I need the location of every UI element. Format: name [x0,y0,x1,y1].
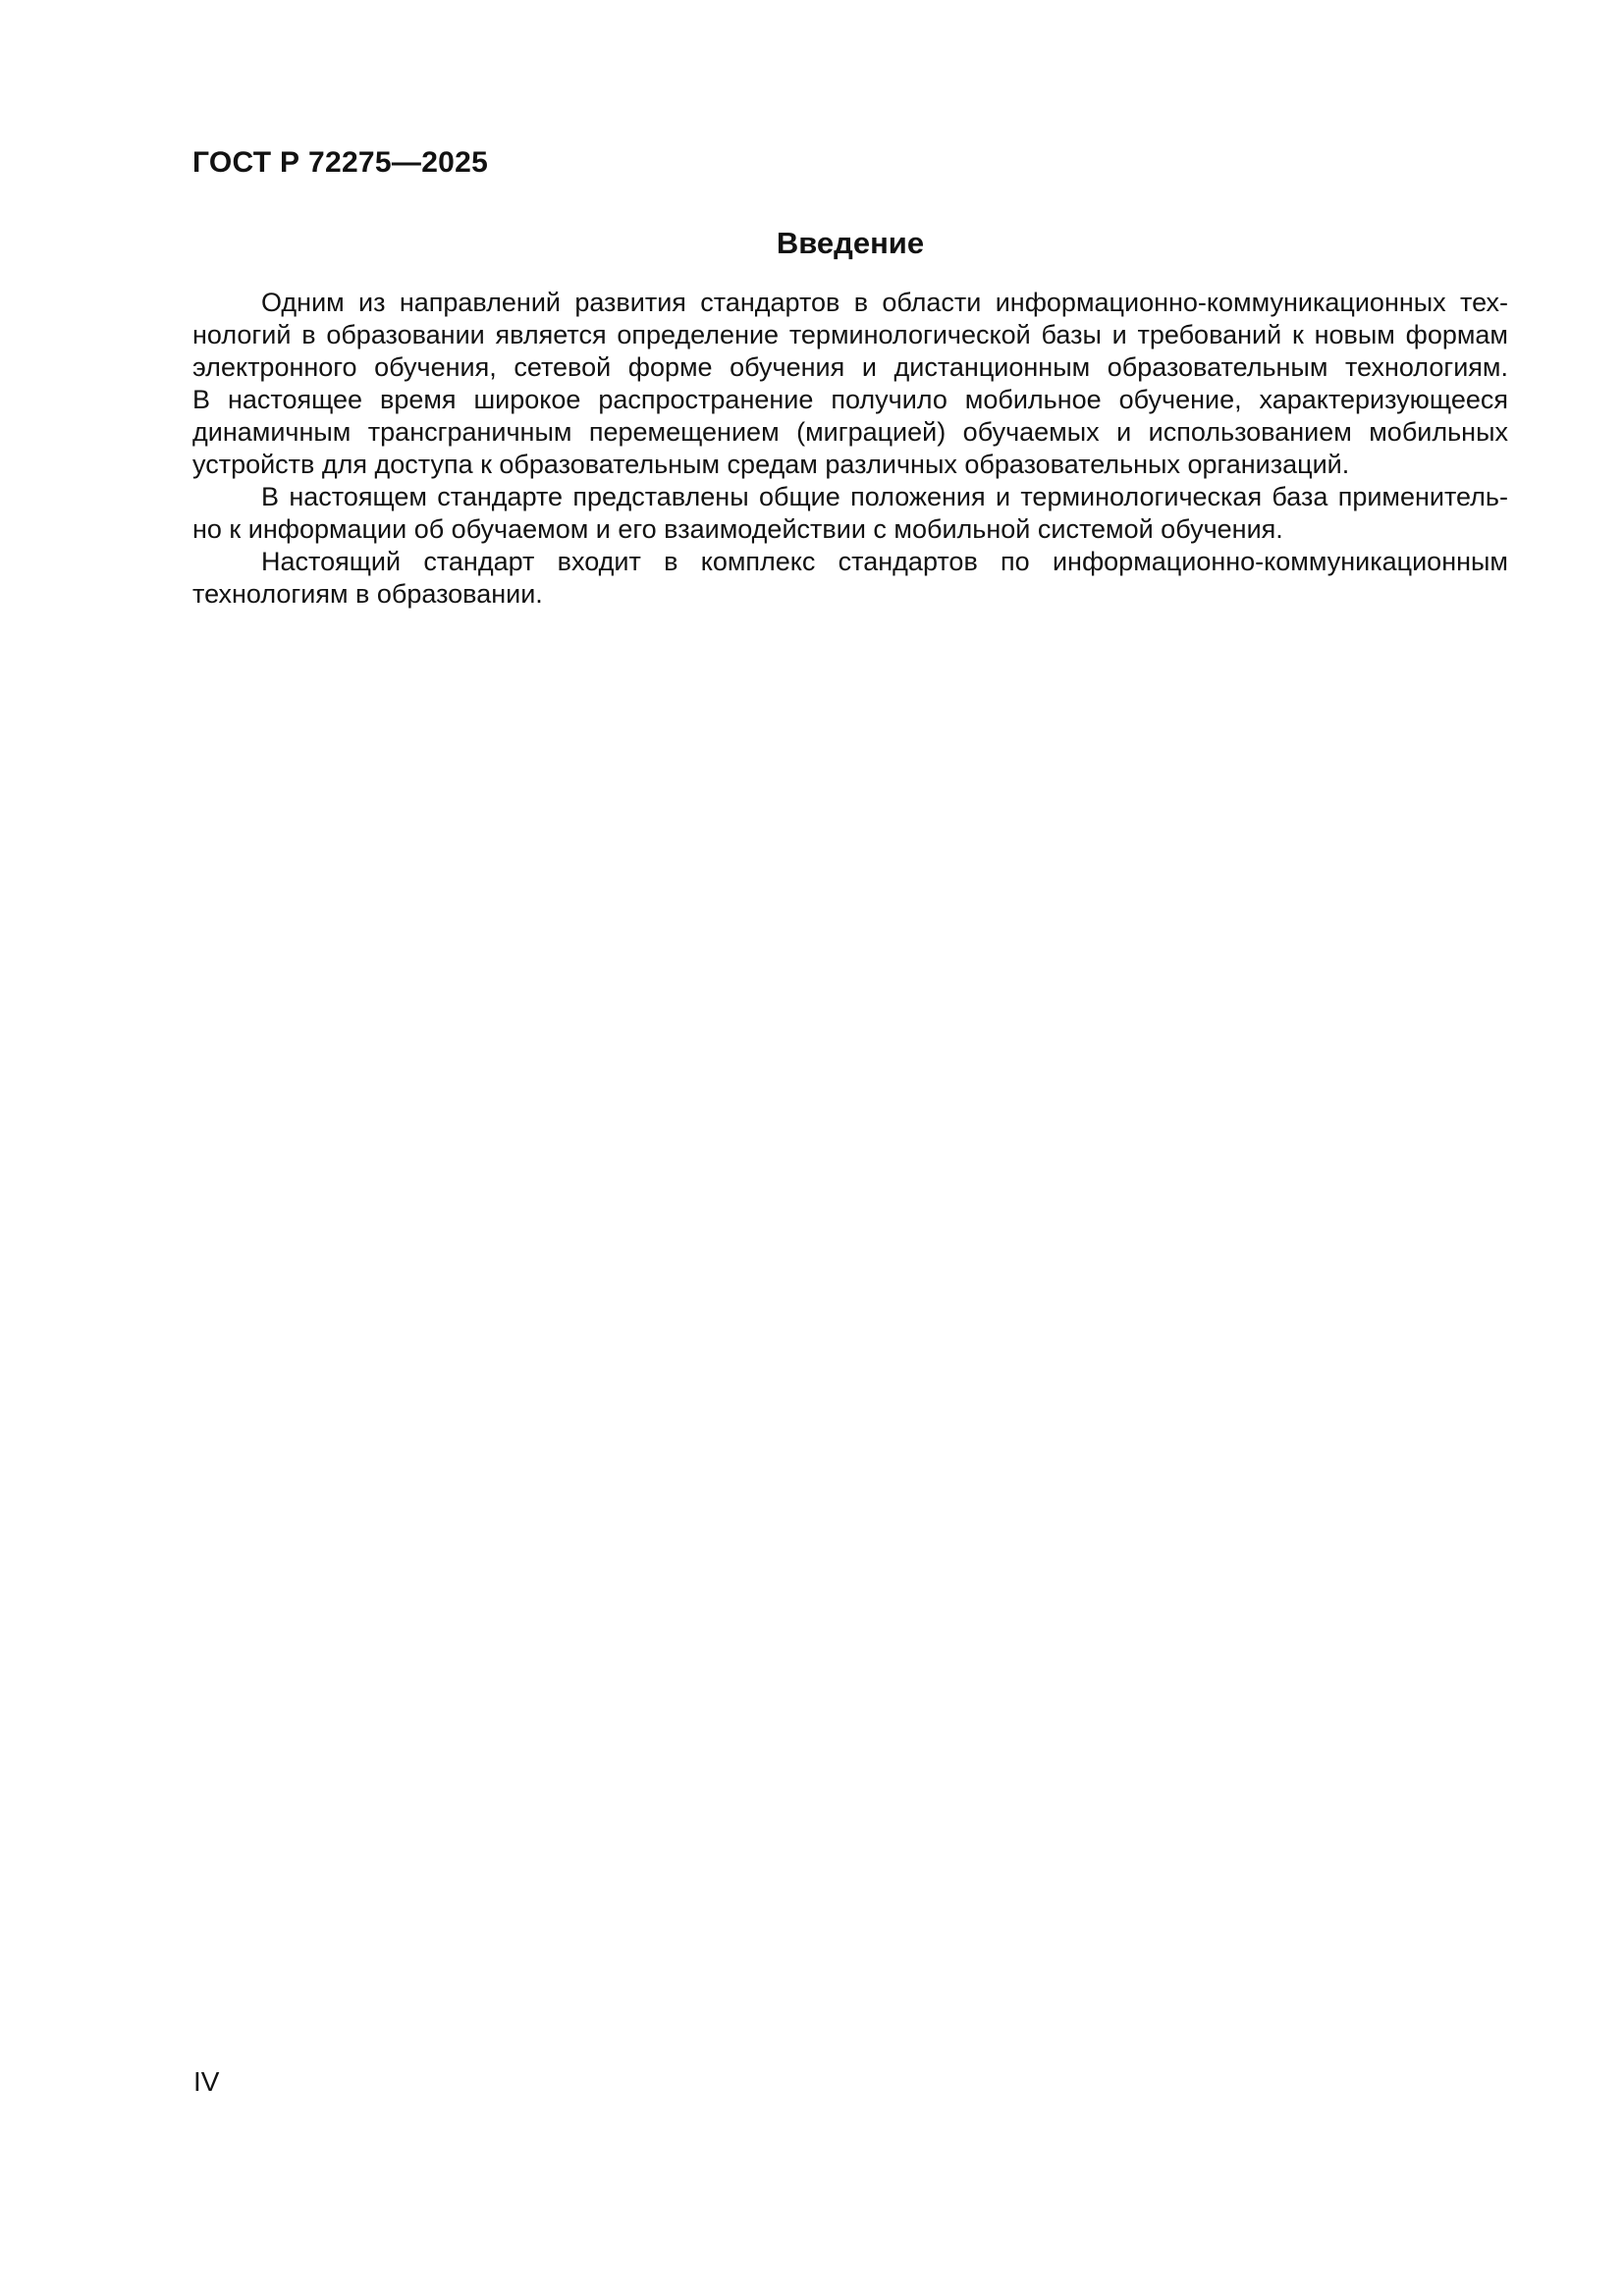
text-line: но к информации об обучаемом и его взаимодействии с мобильной системой обучения. [192,514,1283,544]
document-code: ГОСТ Р 72275—2025 [192,146,489,179]
page-number: IV [193,2066,220,2097]
paragraph-3 [192,546,1508,611]
text-line: динамичным трансграничным перемещением (миграцией) обучаемых и использованием мобильных [192,417,1508,447]
paragraph-1 [192,287,1508,481]
text-line: В настоящее время широкое распространение получило мобильное обучение, характеризующееся [192,385,1508,414]
text-line: нологий в образовании является определение терминологической базы и требований к новым формам [192,320,1508,349]
paragraph-2 [192,481,1508,546]
text-line: Одним из направлений развития стандартов в области информационно-коммуникационных тех- [261,288,1508,317]
text-line: В настоящем стандарте представлены общие положения и терминологическая база применитель- [261,482,1508,511]
section-title: Введение [776,226,925,260]
text-line: электронного обучения, сетевой форме обучения и дистанционным образовательным технологиям. [192,352,1508,382]
text-line: Настоящий стандарт входит в комплекс стандартов по информационно-коммуникационным [261,547,1508,576]
introduction-body [192,287,1508,611]
text-line: устройств для доступа к образовательным средам различных образовательных организаций. [192,450,1350,479]
text-line: технологиям в образовании. [192,579,543,609]
